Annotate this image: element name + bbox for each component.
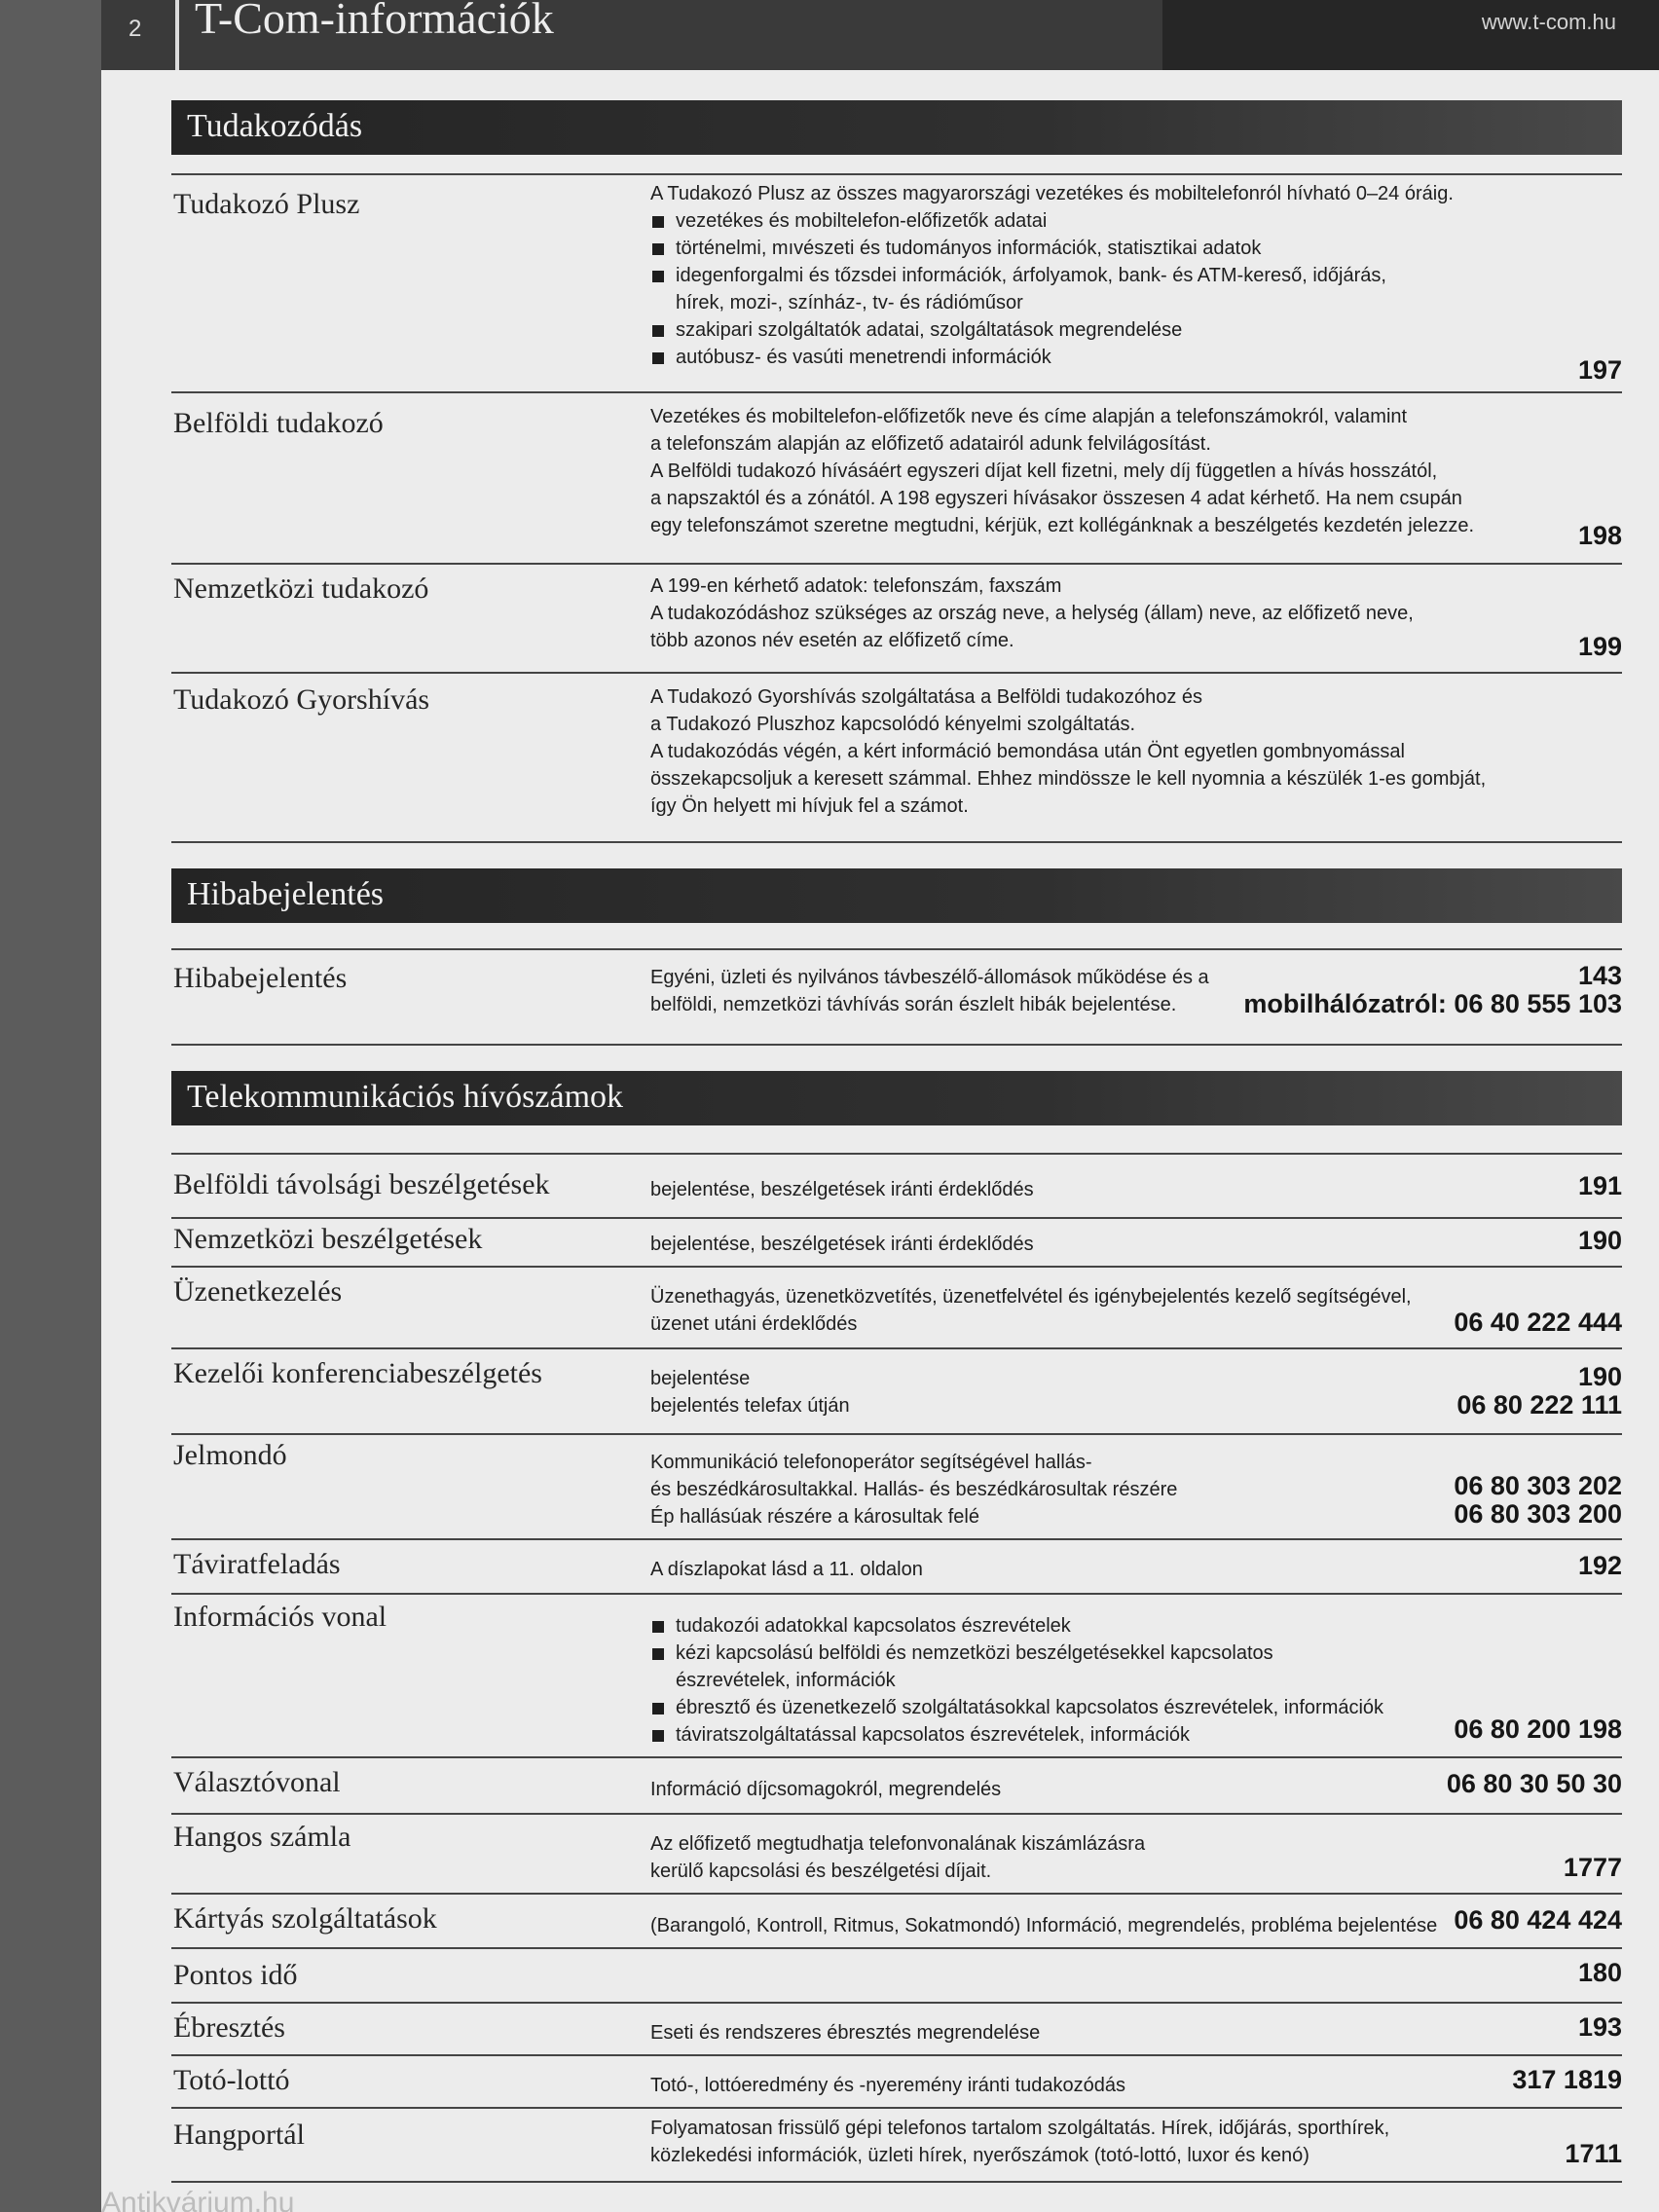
phone-number: 06 80 303 202 bbox=[1454, 1471, 1622, 1500]
row-desc bbox=[650, 1830, 1556, 1885]
phone-number: 06 80 222 111 bbox=[1456, 1390, 1622, 1419]
divider bbox=[171, 841, 1622, 843]
row-label-valasztovonal: Választóvonal bbox=[173, 1766, 341, 1798]
phone-number: 198 bbox=[1577, 521, 1622, 550]
row-desc bbox=[650, 2019, 1556, 2046]
phone-numbers bbox=[1454, 1472, 1622, 1529]
row-label-taviratfeladas: Táviratfeladás bbox=[173, 1548, 341, 1580]
divider bbox=[171, 1947, 1622, 1949]
row-label-hangos-szamla: Hangos számla bbox=[173, 1821, 351, 1853]
desc-line: Ép hallásúak részére a károsultak felé bbox=[650, 1506, 979, 1528]
row-label-belfoldi-tavolsagi: Belföldi távolsági beszélgetések bbox=[173, 1168, 550, 1200]
list-item: idegenforgalmi és tőzsdei információk, árfolyamok, bank- és ATM-kereső, időjárás, bbox=[650, 262, 1556, 289]
desc-line: így Ön helyett mi hívjuk fel a számot. bbox=[650, 795, 969, 817]
desc-line: kerülő kapcsolási és beszélgetési díjait. bbox=[650, 1861, 992, 1882]
list-item-continuation: észrevételek, információk bbox=[676, 1670, 896, 1691]
desc-line: bejelentés telefax útján bbox=[650, 1395, 850, 1417]
phone-number: 197 bbox=[1577, 355, 1622, 385]
desc-line: A Tudakozó Gyorshívás szolgáltatása a Belföldi tudakozóhoz és bbox=[650, 686, 1203, 708]
desc-line: Egyéni, üzleti és nyilvános távbeszélő-állomások működése és a bbox=[650, 967, 1209, 988]
phone-number: 06 80 303 200 bbox=[1454, 1499, 1622, 1529]
divider bbox=[171, 672, 1622, 674]
divider bbox=[171, 2002, 1622, 2004]
mobile-number: mobilhálózatról: 06 80 555 103 bbox=[1243, 989, 1622, 1018]
list-item-continuation: hírek, mozi-, színház-, tv- és rádióműsor bbox=[676, 292, 1023, 313]
divider bbox=[171, 173, 1622, 175]
phone-number: 1777 bbox=[1563, 1853, 1622, 1882]
desc-line: a telefonszám alapján az előfizető adatairól adunk felvilágosítást. bbox=[650, 433, 1211, 455]
row-label-nemzetkozi-beszelgetesek: Nemzetközi beszélgetések bbox=[173, 1223, 483, 1255]
phone-numbers bbox=[1243, 962, 1622, 1018]
list-item: vezetékes és mobiltelefon-előfizetők adatai bbox=[650, 207, 1556, 235]
phone-number: 193 bbox=[1577, 2012, 1622, 2042]
desc-line: A tudakozódás végén, a kért információ bemondása után Önt egyetlen gombnyomással bbox=[650, 741, 1405, 762]
desc-line: (Barangoló, Kontroll, Ritmus, Sokatmondó) Információ, megrendelés, probléma bejelentése bbox=[650, 1915, 1438, 1936]
row-desc bbox=[650, 1231, 1556, 1258]
phone-number: 192 bbox=[1577, 1551, 1622, 1580]
row-desc-tudakozo-plusz bbox=[650, 180, 1556, 371]
phone-number: 190 bbox=[1577, 1226, 1622, 1255]
desc-line: és beszédkárosultakkal. Hallás- és beszédkárosultak részére bbox=[650, 1479, 1178, 1500]
divider bbox=[171, 1266, 1622, 1268]
desc-line: belföldi, nemzetközi távhívás során észlelt hibák bejelentése. bbox=[650, 994, 1177, 1015]
desc-line: A díszlapokat lásd a 11. oldalon bbox=[650, 1559, 923, 1580]
phone-number: 1711 bbox=[1565, 2139, 1622, 2168]
row-label-kartyas-szolgaltatasok: Kártyás szolgáltatások bbox=[173, 1902, 437, 1935]
phone-number: 190 bbox=[1577, 1362, 1622, 1391]
section-title: Telekommunikációs hívószámok bbox=[187, 1079, 624, 1115]
row-label-hangportal: Hangportál bbox=[173, 2119, 305, 2151]
phone-number: 191 bbox=[1577, 1171, 1622, 1200]
row-desc bbox=[650, 1283, 1556, 1338]
desc-line: Folyamatosan frissülő gépi telefonos tartalom szolgáltatás. Hírek, időjárás, sporthírek, bbox=[650, 2118, 1390, 2139]
desc-line: a Tudakozó Pluszhoz kapcsolódó kényelmi szolgáltatás. bbox=[650, 714, 1136, 735]
row-label-belfoldi-tudakozo: Belföldi tudakozó bbox=[173, 407, 384, 439]
desc-line: összekapcsoljuk a keresett számmal. Ehhez mindössze le kell nyomnia a készülék 1-es gombját, bbox=[650, 768, 1487, 790]
row-label-informacios-vonal: Információs vonal bbox=[173, 1601, 387, 1633]
phone-number: 180 bbox=[1577, 1958, 1622, 1987]
desc-line: üzenet utáni érdeklődés bbox=[650, 1313, 858, 1335]
phone-number: 06 80 200 198 bbox=[1454, 1714, 1622, 1744]
phone-number: 06 80 424 424 bbox=[1454, 1905, 1622, 1935]
section-header-telekom bbox=[171, 1071, 1622, 1125]
row-desc-belfoldi-tudakozo bbox=[650, 403, 1556, 539]
desc-line: közlekedési információk, üzleti hírek, nyerőszámok (totó-lottó, luxor és kenó) bbox=[650, 2145, 1309, 2166]
desc-line: A Tudakozó Plusz az összes magyarországi vezetékes és mobiltelefonról hívható 0–24 óráig. bbox=[650, 183, 1454, 204]
desc-line: bejelentése, beszélgetések iránti érdeklődés bbox=[650, 1234, 1034, 1255]
desc-line: bejelentése, beszélgetések iránti érdeklődés bbox=[650, 1179, 1034, 1200]
directory-page bbox=[101, 0, 1659, 2212]
row-desc bbox=[650, 1176, 1556, 1203]
page-title: T-Com-információk bbox=[195, 0, 554, 43]
desc-line: Üzenethagyás, üzenetközvetítés, üzenetfelvétel és igénybejelentés kezelő segítségével, bbox=[650, 1286, 1412, 1308]
row-desc bbox=[650, 2115, 1556, 2169]
header-divider bbox=[175, 0, 179, 70]
desc-line: Információ díjcsomagokról, megrendelés bbox=[650, 1779, 1002, 1800]
list-item: táviratszolgáltatással kapcsolatos észrevételek, információk bbox=[650, 1721, 1556, 1749]
row-label-nemzetkozi-tudakozo: Nemzetközi tudakozó bbox=[173, 572, 429, 605]
list-item: kézi kapcsolású belföldi és nemzetközi beszélgetésekkel kapcsolatos bbox=[650, 1640, 1556, 1667]
divider bbox=[171, 1756, 1622, 1758]
row-label-ebresztes: Ébresztés bbox=[173, 2011, 285, 2044]
phone-number: 06 40 222 444 bbox=[1454, 1308, 1622, 1337]
row-label-toto-lotto: Totó-lottó bbox=[173, 2064, 290, 2096]
desc-line: Az előfizető megtudhatja telefonvonalának kiszámlázásra bbox=[650, 1833, 1146, 1855]
watermark-text: Antikvárium.hu bbox=[101, 2187, 295, 2212]
divider bbox=[171, 1433, 1622, 1435]
section-title: Tudakozódás bbox=[187, 108, 363, 144]
desc-line: Totó-, lottóeredmény és -nyeremény iránti tudakozódás bbox=[650, 2075, 1126, 2096]
list-item: autóbusz- és vasúti menetrendi információk bbox=[650, 344, 1556, 371]
divider bbox=[171, 563, 1622, 565]
phone-numbers bbox=[1456, 1363, 1622, 1419]
desc-line: a napszaktól és a zónától. A 198 egyszeri hívásakor összesen 4 adat kérhető. Ha nem csupán bbox=[650, 488, 1462, 509]
list-item: ébresztő és üzenetkezelő szolgáltatásokkal kapcsolatos észrevételek, információk bbox=[650, 1694, 1556, 1721]
row-label-tudakozo-gyorshivas: Tudakozó Gyorshívás bbox=[173, 683, 430, 716]
row-desc bbox=[650, 1449, 1556, 1530]
divider bbox=[171, 2107, 1622, 2109]
desc-line: Vezetékes és mobiltelefon-előfizetők neve és címe alapján a telefonszámokról, valamint bbox=[650, 406, 1408, 427]
header-url-box bbox=[1162, 0, 1659, 70]
row-desc bbox=[650, 1365, 1556, 1419]
desc-line: A Belföldi tudakozó hívásáért egyszeri díjat kell fizetni, mely díj független a hívás hosszától, bbox=[650, 461, 1438, 482]
row-desc bbox=[650, 1556, 1556, 1583]
row-label-uzenetkezeles: Üzenetkezelés bbox=[173, 1275, 343, 1308]
divider bbox=[171, 2054, 1622, 2056]
row-desc-nemzetkozi-tudakozo bbox=[650, 572, 1556, 654]
row-desc bbox=[650, 1612, 1556, 1749]
divider bbox=[171, 948, 1622, 950]
row-label-pontos-ido: Pontos idő bbox=[173, 1959, 298, 1991]
phone-number: 317 1819 bbox=[1512, 2065, 1622, 2094]
section-header-tudakozodas bbox=[171, 100, 1622, 155]
phone-number: 199 bbox=[1577, 632, 1622, 661]
desc-line: bejelentése bbox=[650, 1368, 751, 1389]
divider bbox=[171, 1153, 1622, 1155]
divider bbox=[171, 391, 1622, 393]
row-desc bbox=[650, 1912, 1556, 1939]
list-item: történelmi, mıvészeti és tudományos információk, statisztikai adatok bbox=[650, 235, 1556, 262]
row-desc bbox=[650, 1776, 1556, 1803]
row-label-kezeloi-konferencia: Kezelői konferenciabeszélgetés bbox=[173, 1357, 542, 1389]
divider bbox=[171, 1217, 1622, 1219]
page-number: 2 bbox=[129, 16, 142, 42]
list-item: tudakozói adatokkal kapcsolatos észrevételek bbox=[650, 1612, 1556, 1640]
row-desc-tudakozo-gyorshivas bbox=[650, 683, 1556, 820]
row-desc bbox=[650, 2072, 1556, 2099]
divider bbox=[171, 1044, 1622, 1046]
divider bbox=[171, 1538, 1622, 1540]
desc-line: több azonos név esetén az előfizető címe. bbox=[650, 630, 1014, 651]
list-item: szakipari szolgáltatók adatai, szolgáltatások megrendelése bbox=[650, 316, 1556, 344]
desc-line: Kommunikáció telefonoperátor segítségével hallás- bbox=[650, 1452, 1092, 1473]
website-url: www.t-com.hu bbox=[1481, 10, 1616, 34]
divider bbox=[171, 1347, 1622, 1349]
row-label-jelmondo: Jelmondó bbox=[173, 1439, 287, 1471]
divider bbox=[171, 2181, 1622, 2183]
row-label-hibabejelentes: Hibabejelentés bbox=[173, 962, 348, 994]
page-header bbox=[101, 0, 1162, 70]
section-header-hibabejelentes bbox=[171, 868, 1622, 923]
desc-line: Eseti és rendszeres ébresztés megrendelése bbox=[650, 2022, 1041, 2044]
desc-line: A 199-en kérhető adatok: telefonszám, faxszám bbox=[650, 575, 1062, 597]
divider bbox=[171, 1593, 1622, 1595]
phone-number: 06 80 30 50 30 bbox=[1446, 1769, 1622, 1798]
divider bbox=[171, 1813, 1622, 1815]
section-title: Hibabejelentés bbox=[187, 876, 385, 912]
row-label-tudakozo-plusz: Tudakozó Plusz bbox=[173, 188, 360, 220]
desc-line: A tudakozódáshoz szükséges az ország neve, a helység (állam) neve, az előfizető neve, bbox=[650, 603, 1414, 624]
phone-number: 143 bbox=[1577, 961, 1622, 990]
divider bbox=[171, 1893, 1622, 1895]
desc-line: egy telefonszámot szeretne megtudni, kérjük, ezt kollégánknak a beszélgetés kezdetén jelezze. bbox=[650, 515, 1475, 536]
